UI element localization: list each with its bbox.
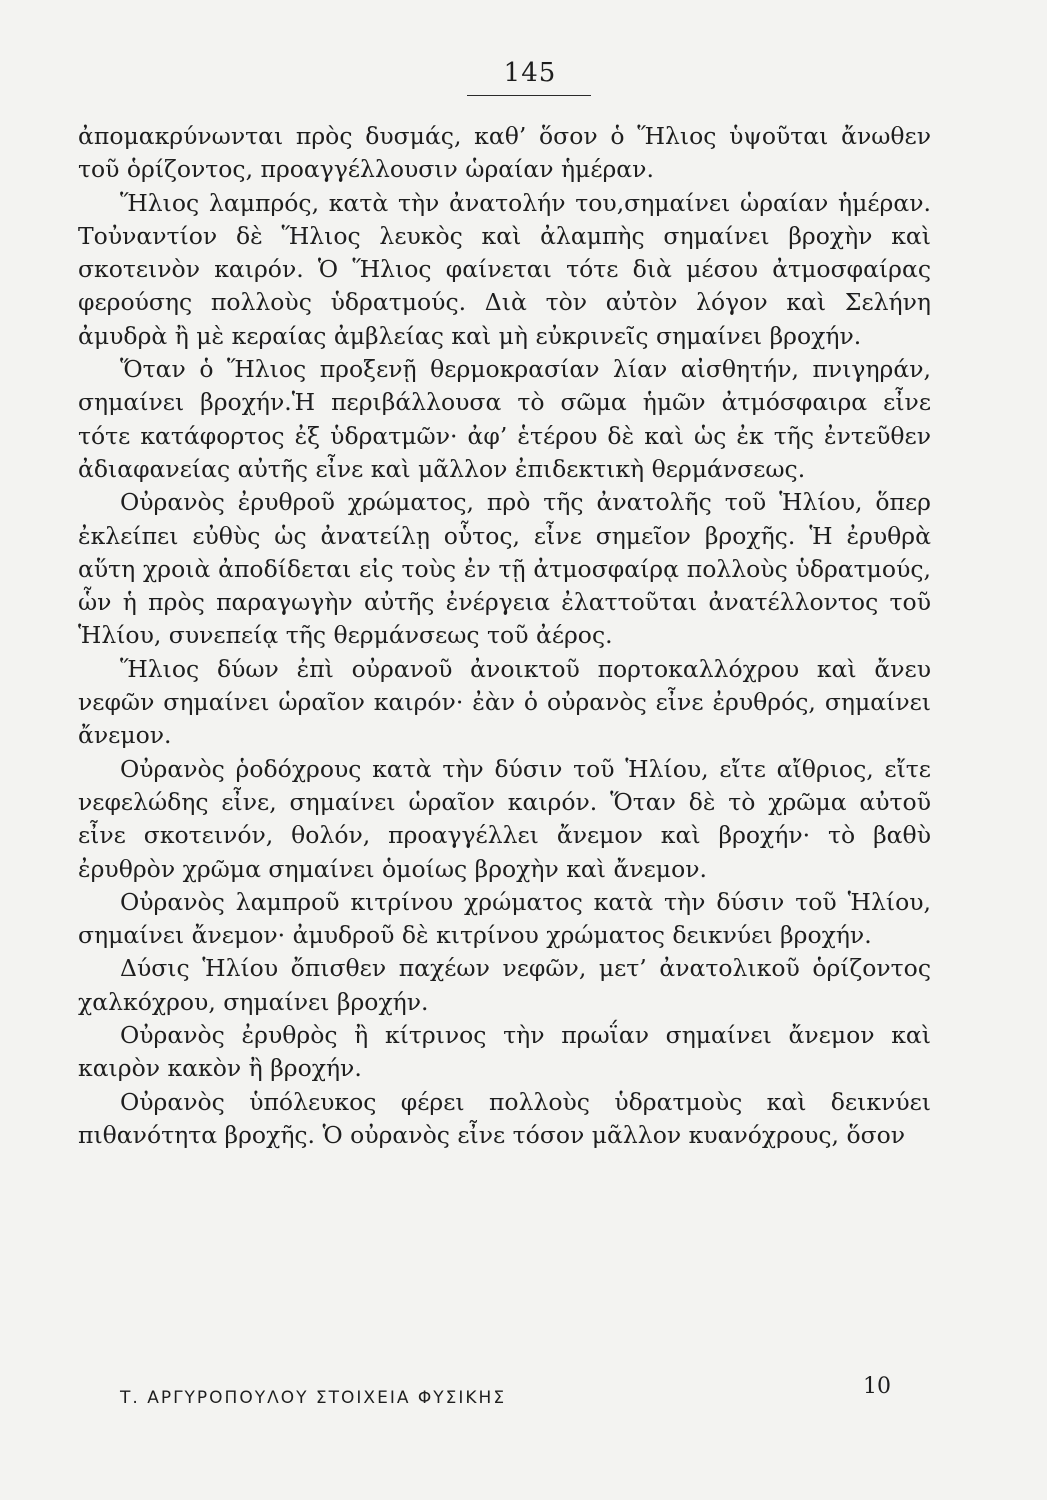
paragraph-3: Ὅταν ὁ Ἥλιος προξενῇ θερμοκρασίαν λίαν αἰσθητήν, πνιγηράν, σημαίνει βροχήν.Ἡ περιβάλλουσα τὸ σῶμα ἡμῶν ἀτμόσφαιρα εἶνε τότε κατάφορτος ἐξ ὑδρατμῶν· ἀφ’ ἑτέρου δὲ καὶ ὡς ἐκ τῆς ἐντεῦθεν ἀδιαφανείας αὐτῆς εἶνε καὶ μᾶλλον ἐπιδεκτικὴ θερμάνσεως. (78, 355, 931, 483)
paragraph-4: Οὐρανὸς ἐρυθροῦ χρώματος, πρὸ τῆς ἀνατολῆς τοῦ Ἡλίου, ὅπερ ἐκλείπει εὐθὺς ὡς ἀνατείλῃ οὗτος, εἶνε σημεῖον βροχῆς. Ἡ ἐρυθρὰ αὕτη χροιὰ ἀποδίδεται εἰς τοὺς ἐν τῇ ἀτμοσφαίρᾳ πολλοὺς ὑδρατμούς, ὧν ἡ πρὸς παραγωγὴν αὐτῆς ἐνέργεια ἐλαττοῦται ἀνατέλλοντος τοῦ Ἡλίου, συνεπείᾳ τῆς θερμάνσεως τοῦ ἀέρος. (78, 488, 931, 650)
footer-signature: Τ. ΑΡΓΥΡΟΠΟΥΛΟΥ ΣΤΟΙΧΕΙΑ ΦΥΣΙΚΗΣ (120, 1388, 507, 1408)
page-footer (78, 1374, 931, 1416)
paragraph-1: ἀπομακρύνωνται πρὸς δυσμάς, καθ’ ὅσον ὁ Ἥλιος ὑψοῦται ἄνωθεν τοῦ ὁρίζοντος, προαγγέλλουσιν ὡραίαν ἡμέραν. (78, 122, 931, 184)
page-number: 145 (503, 58, 557, 88)
paragraph-7: Οὐρανὸς λαμπροῦ κιτρίνου χρώματος κατὰ τὴν δύσιν τοῦ Ἡλίου, σημαίνει ἄνεμον· ἀμυδροῦ δὲ κιτρίνου χρώματος δεικνύει βροχήν. (78, 887, 931, 950)
page-number-rule (467, 95, 591, 96)
paragraph-10: Οὐρανὸς ὑπόλευκος φέρει πολλοὺς ὑδρατμοὺς καὶ δεικνύει πιθανότητα βροχῆς. Ὁ οὐρανὸς εἶνε τόσον μᾶλλον κυανόχρους, ὅσον (78, 1087, 931, 1149)
paragraph-9: Οὐρανὸς ἐρυθρὸς ἢ κίτρινος τὴν πρωΐαν σημαίνει ἄνεμον καὶ καιρὸν κακὸν ἢ βροχήν. (78, 1021, 931, 1083)
paragraph-8: Δύσις Ἡλίου ὄπισθεν παχέων νεφῶν, μετ’ ἀνατολικοῦ ὁρίζοντος χαλκόχρου, σημαίνει βροχήν. (78, 954, 931, 1016)
body-text (78, 120, 931, 1152)
paragraph-2: Ἥλιος λαμπρός, κατὰ τὴν ἀνατολήν του,σημαίνει ὡραίαν ἡμέραν. Τοὐναντίον δὲ Ἥλιος λευκὸς καὶ ἀλαμπὴς σημαίνει βροχὴν καὶ σκοτεινὸν καιρόν. Ὁ Ἥλιος φαίνεται τότε διὰ μέσου ἀτμοσφαίρας φερούσης πολλοὺς ὑδρατμούς. Διὰ τὸν αὐτὸν λόγον καὶ Σελήνη ἀμυδρὰ ἢ μὲ κεραίας ἀμβλείας καὶ μὴ εὐκρινεῖς σημαίνει βροχήν. (78, 188, 931, 350)
footer-sheet-number: 10 (863, 1374, 891, 1399)
paragraph-6: Οὐρανὸς ῥοδόχρους κατὰ τὴν δύσιν τοῦ Ἡλίου, εἴτε αἴθριος, εἴτε νεφελώδης εἶνε, σημαίνει ὡραῖον καιρόν. Ὅταν δὲ τὸ χρῶμα αὐτοῦ εἶνε σκοτεινόν, θολόν, προαγγέλλει ἄνεμον καὶ βροχήν· τὸ βαθὺ ἐρυθρὸν χρῶμα σημαίνει ὁμοίως βροχὴν καὶ ἄνεμον. (78, 754, 931, 883)
paragraph-5: Ἥλιος δύων ἐπὶ οὐρανοῦ ἀνοικτοῦ πορτοκαλλόχρου καὶ ἄνευ νεφῶν σημαίνει ὡραῖον καιρόν· ἐὰν ὁ οὐρανὸς εἶνε ἐρυθρός, σημαίνει ἄνεμον. (78, 654, 931, 750)
